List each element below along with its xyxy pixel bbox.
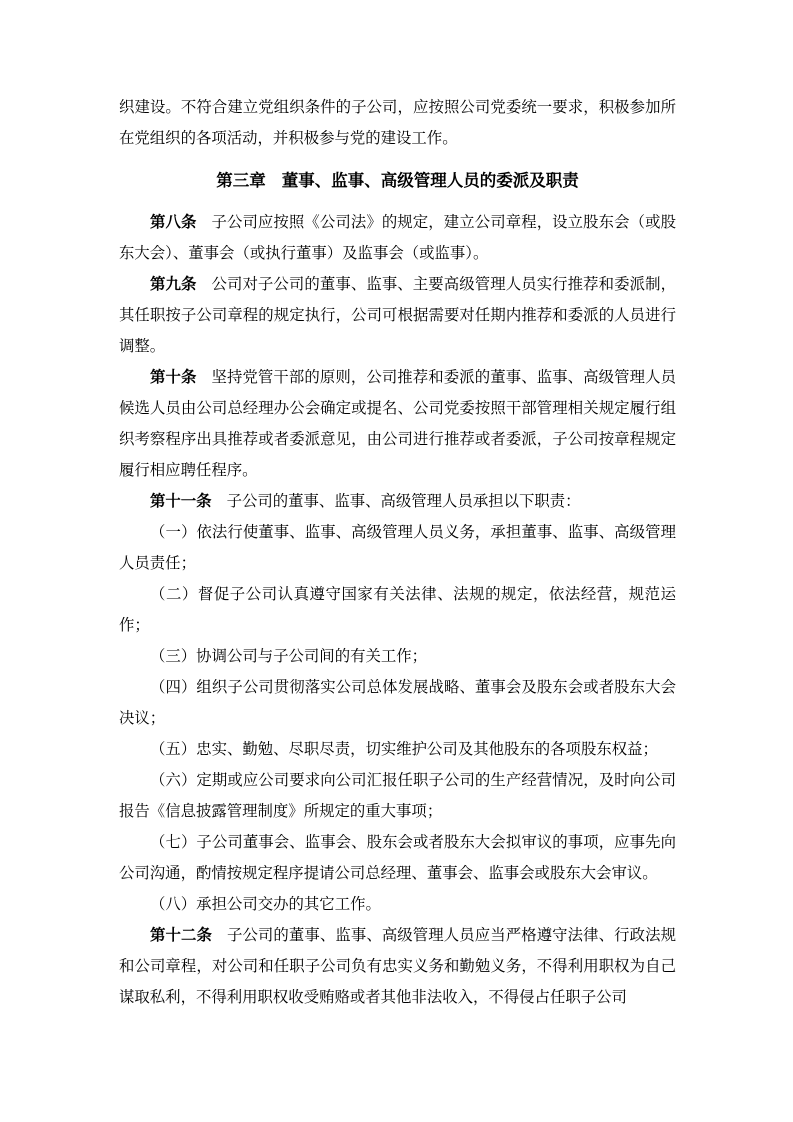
- paragraph: [119, 641, 676, 672]
- clause-number: 第十一条: [150, 493, 212, 510]
- document-body: [119, 92, 676, 1013]
- paragraph-text: 坚持党管干部的原则，公司推荐和委派的董事、监事、高级管理人员候选人员由公司总经理办公会确定或提名、公司党委按照干部管理相关规定履行组织考察程序出具推荐或者委派意见，由公司进行推荐或者委派，子公司按章程规定履行相应聘任程序。: [119, 369, 676, 479]
- paragraph-text: （四）组织子公司贯彻落实公司总体发展战略、董事会及股东会或者股东大会决议；: [119, 679, 676, 727]
- paragraph-text: （三）协调公司与子公司间的有关工作；: [150, 648, 428, 665]
- paragraph-text: 子公司的董事、监事、高级管理人员应当严格遵守法律、行政法规和公司章程，对公司和任职子公司负有忠实义务和勤勉义务，不得利用职权为自己谋取私利，不得利用职权收受贿赂或者其他非法收入，不得侵占任职子公司: [119, 927, 676, 1006]
- paragraph-text: 子公司的董事、监事、高级管理人员承担以下职责：: [226, 493, 581, 510]
- paragraph: [119, 827, 676, 889]
- paragraph-text: （八）承担公司交办的其它工作。: [150, 896, 381, 913]
- clause-number: 第九条: [150, 276, 197, 293]
- paragraph: [119, 920, 676, 1013]
- paragraph-text: （七）子公司董事会、监事会、股东会或者股东大会拟审议的事项，应事先向公司沟通，酌情按规定程序提请公司总经理、董事会、监事会或股东大会审议。: [119, 834, 676, 882]
- paragraph-text: （五）忠实、勤勉、尽职尽责，切实维护公司及其他股东的各项股东权益；: [150, 741, 658, 758]
- paragraph: [119, 269, 676, 362]
- paragraph: [119, 517, 676, 579]
- paragraph-text: （一）依法行使董事、监事、高级管理人员义务，承担董事、监事、高级管理人员责任；: [119, 524, 676, 572]
- clause-number: 第十条: [150, 369, 197, 386]
- paragraph: [119, 579, 676, 641]
- chapter-number: 第三章: [216, 171, 266, 190]
- chapter-title: 董事、监事、高级管理人员的委派及职责: [281, 171, 579, 190]
- paragraph: [119, 672, 676, 734]
- clause-number: 第八条: [150, 214, 197, 231]
- paragraph: [119, 362, 676, 486]
- paragraph: [119, 889, 676, 920]
- paragraph: [119, 207, 676, 269]
- paragraph: [119, 486, 676, 517]
- chapter-heading: [119, 165, 676, 196]
- paragraph-text: 织建设。不符合建立党组织条件的子公司，应按照公司党委统一要求，积极参加所在党组织的各项活动，并积极参与党的建设工作。: [119, 99, 676, 147]
- paragraph-text: 子公司应按照《公司法》的规定，建立公司章程，设立股东会（或股东大会）、董事会（或执行董事）及监事会（或监事）。: [119, 214, 676, 262]
- paragraph: [119, 765, 676, 827]
- paragraph-text: （二）督促子公司认真遵守国家有关法律、法规的规定，依法经营，规范运作；: [119, 586, 676, 634]
- paragraph-text: 公司对子公司的董事、监事、主要高级管理人员实行推荐和委派制，其任职按子公司章程的规定执行，公司可根据需要对任期内推荐和委派的人员进行调整。: [119, 276, 676, 355]
- paragraph: [119, 92, 676, 154]
- clause-number: 第十二条: [150, 927, 212, 944]
- paragraph: [119, 734, 676, 765]
- paragraph-text: （六）定期或应公司要求向公司汇报任职子公司的生产经营情况，及时向公司报告《信息披露管理制度》所规定的重大事项；: [119, 772, 676, 820]
